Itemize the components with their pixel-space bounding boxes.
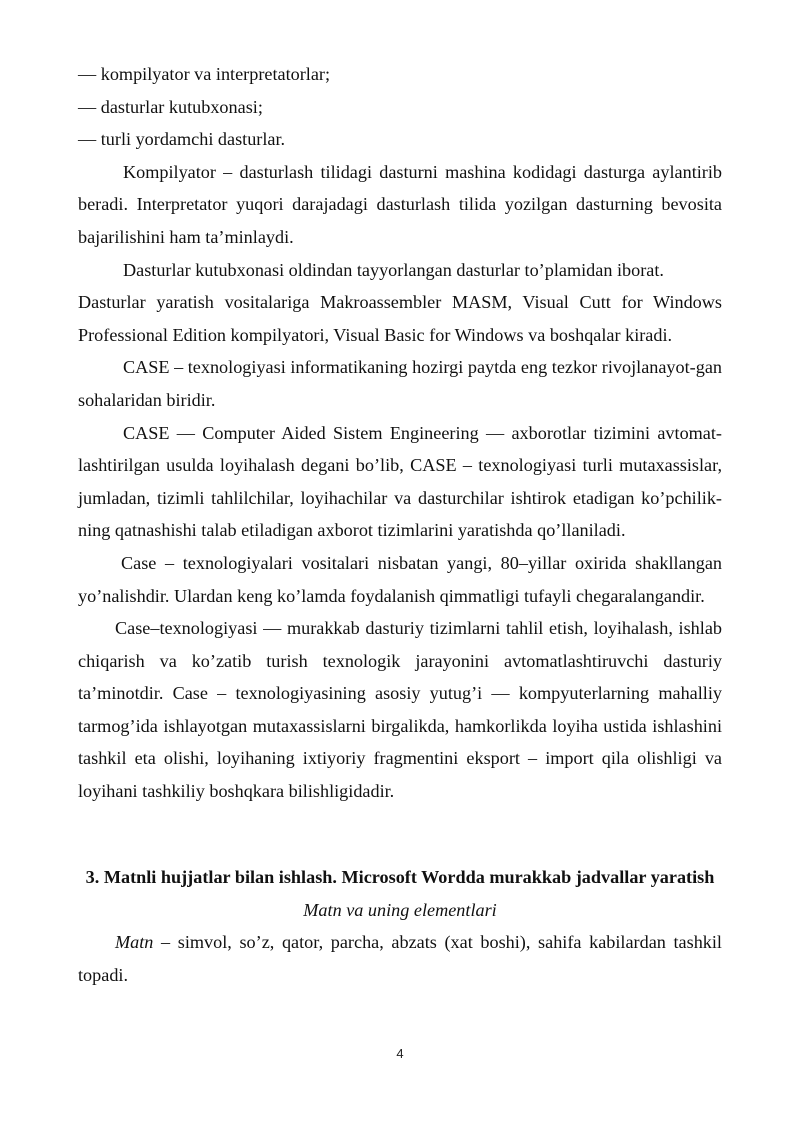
body-text [78, 58, 722, 808]
list-item: — turli yordamchi dasturlar. [78, 129, 286, 150]
paragraph-vositalar: Dasturlar yaratish vositalariga Makroassembler MASM, Visual Cutt for Windows Professional Edition kompilyatori, Visual Basic for Windows va boshqalar kiradi. [78, 292, 722, 345]
paragraph-case-definition: CASE — Computer Aided Sistem Engineering — axborotlar tizimini avtomat-lashtirilgan usulda loyihalash degani bo’lib, CASE – texnologiyasi turli mutaxassislar, jumladan, tizimli tahlilchilar, loyihachilar va dasturchilar ishtirok etadigan ko’pchilik-ning qatnashishi talab etiladigan axborot tizimlarini yaratishda qo’llaniladi. [78, 422, 722, 541]
definition-term: Matn [115, 932, 154, 953]
definition-text: – simvol, so’z, qator, parcha, abzats (xat boshi), sahifa kabilardan tashkil topadi. [78, 932, 722, 985]
paragraph-case-history: Case – texnologiyalari vositalari nisbatan yangi, 80–yillar oxirida shakllangan yo’nalishdir. Ulardan keng ko’lamda foydalanish qimmatligi tufayli chegaralangandir. [78, 552, 722, 606]
paragraph-kutubxona: Dasturlar kutubxonasi oldindan tayyorlangan dasturlar to’plamidan iborat. [123, 259, 664, 280]
page-number: 4 [396, 1046, 404, 1061]
paragraph-case-technology: Case–texnologiyasi — murakkab dasturiy tizimlarni tahlil etish, loyihalash, ishlab chiqarish va ko’zatib turish texnologik jarayonini avtomatlashtiruvchi dasturiy ta’minotdir. Case – texnologiyasining asosiy yutug’i — kompyuterlarning mahalliy tarmog’ida ishlayotgan mutaxassislarni birgalikda, hamkorlikda loyiha ustida ishlashini tashkil eta olishi, loyihaning ixtiyoriy fragmentini eksport – import qila olishligi va loyihani tashkiliy boshqkara bilishligidadir. [78, 618, 722, 802]
section-block [78, 861, 722, 991]
paragraph-case-intro: CASE – texnologiyasi informatikaning hozirgi paytda eng tezkor rivojlanayot-gan sohalaridan biridir. [78, 357, 722, 410]
section-subheading: Matn va uning elementlari [303, 899, 497, 920]
list-item: — dasturlar kutubxonasi; [78, 96, 263, 117]
paragraph-matn-definition [78, 926, 722, 991]
list-item: — kompilyator va interpretatorlar; [78, 64, 331, 84]
paragraph-kompilyator: Kompilyator – dasturlash tilidagi dasturni mashina kodidagi dasturga aylantirib beradi. Interpretator yuqori darajadagi dasturlash tilida yozilgan dasturning bevosita bajarilishini ham ta’minlaydi. [78, 161, 722, 247]
section-heading: 3. Matnli hujjatlar bilan ishlash. Microsoft Wordda murakkab jadvallar yaratish [85, 867, 715, 887]
